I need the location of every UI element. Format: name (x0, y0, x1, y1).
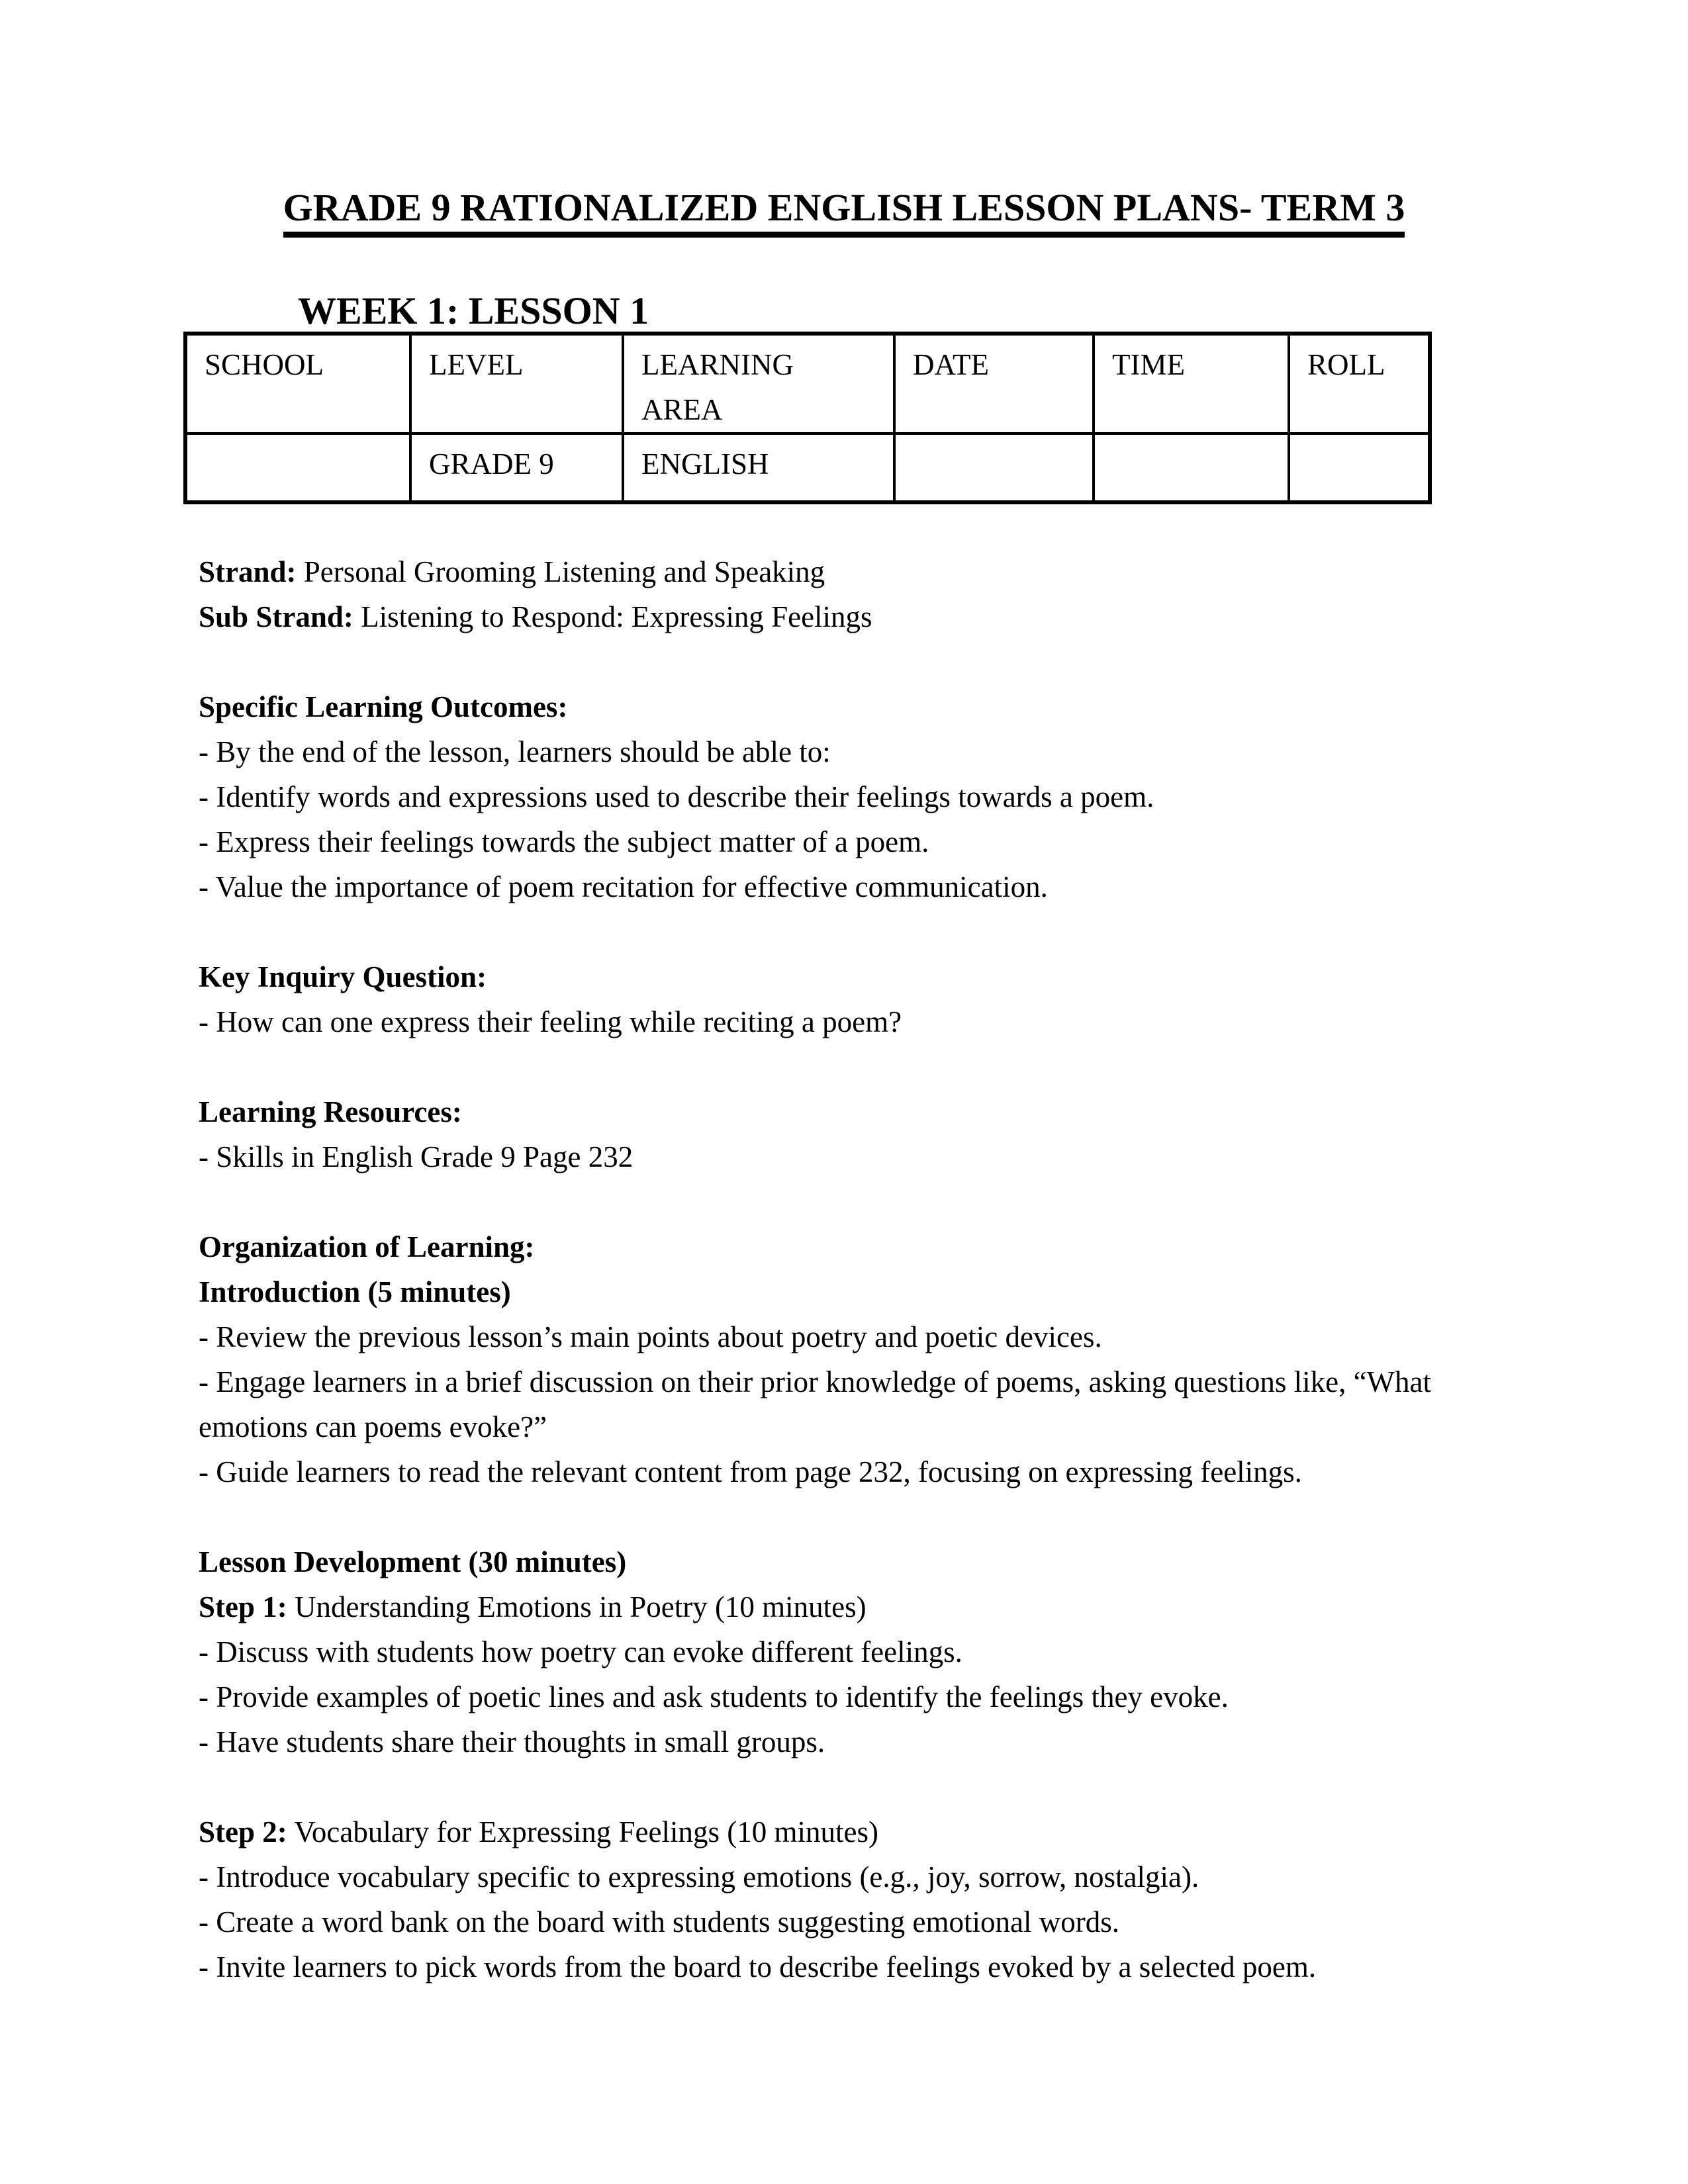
step1-item: - Provide examples of poetic lines and ask students to identify the feelings they evoke. (199, 1680, 1229, 1713)
sub-strand-text: Listening to Respond: Expressing Feelings (361, 600, 872, 633)
introduction-item: - Engage learners in a brief discussion on their prior knowledge of poems, asking questions like, “What emotions can poems evoke?” (199, 1365, 1432, 1443)
introduction-item: - Guide learners to read the relevant content from page 232, focusing on expressing feelings. (199, 1455, 1302, 1488)
sub-strand-label: Sub Strand: (199, 600, 353, 633)
key-inquiry-item: - How can one express their feeling while reciting a poem? (199, 1005, 902, 1038)
table-cell-roll (1289, 433, 1430, 502)
step1-title: Understanding Emotions in Poetry (10 minutes) (295, 1590, 867, 1623)
outcomes-heading: Specific Learning Outcomes: (199, 690, 568, 723)
key-inquiry-heading: Key Inquiry Question: (199, 960, 487, 993)
step2-item: - Invite learners to pick words from the board to describe feelings evoked by a selected poem. (199, 1950, 1317, 1983)
strand-text: Personal Grooming Listening and Speaking (303, 555, 825, 588)
table-cell-date (894, 433, 1094, 502)
table-header-level: LEVEL (410, 334, 623, 433)
resource-item: - Skills in English Grade 9 Page 232 (199, 1140, 633, 1173)
table-header-date: DATE (894, 334, 1094, 433)
step2-item: - Introduce vocabulary specific to expressing emotions (e.g., joy, sorrow, nostalgia). (199, 1860, 1199, 1893)
table-cell-level: GRADE 9 (410, 433, 623, 502)
outcome-item: - By the end of the lesson, learners should be able to: (199, 735, 831, 768)
strand-label: Strand: (199, 555, 297, 588)
sub-strand-line (199, 594, 1489, 639)
document-title: GRADE 9 RATIONALIZED ENGLISH LESSON PLANS- TERM 3 (283, 187, 1405, 238)
introduction-item: - Review the previous lesson’s main points about poetry and poetic devices. (199, 1320, 1102, 1353)
lesson-development-heading: Lesson Development (30 minutes) (199, 1545, 627, 1578)
table-header-row (185, 334, 1430, 433)
title-row (199, 0, 1489, 238)
step2-title: Vocabulary for Expressing Feelings (10 minutes) (294, 1815, 878, 1848)
organization-heading: Organization of Learning: (199, 1230, 535, 1263)
table-header-roll: ROLL (1289, 334, 1430, 433)
introduction-heading: Introduction (5 minutes) (199, 1275, 511, 1308)
table-cell-time (1094, 433, 1289, 502)
step2-label: Step 2: (199, 1815, 287, 1848)
step1-label: Step 1: (199, 1590, 287, 1623)
step2-item: - Create a word bank on the board with students suggesting emotional words. (199, 1905, 1119, 1938)
resources-heading: Learning Resources: (199, 1095, 462, 1128)
table-header-time: TIME (1094, 334, 1289, 433)
outcome-item: - Express their feelings towards the subject matter of a poem. (199, 825, 929, 858)
page-content (199, 0, 1489, 1989)
step1-item: - Have students share their thoughts in small groups. (199, 1725, 825, 1758)
table-cell-learning-area: ENGLISH (623, 433, 894, 502)
step1-line (199, 1584, 1489, 1629)
outcome-item: - Identify words and expressions used to describe their feelings towards a poem. (199, 780, 1154, 813)
outcome-item: - Value the importance of poem recitation for effective communication. (199, 870, 1048, 903)
step1-item: - Discuss with students how poetry can evoke different feelings. (199, 1635, 962, 1668)
table-header-school: SCHOOL (185, 334, 410, 433)
week-lesson-heading: WEEK 1: LESSON 1 (298, 289, 649, 332)
lesson-info-table (183, 332, 1432, 504)
table-values-row (185, 433, 1430, 502)
step2-line (199, 1809, 1489, 1854)
strand-line (199, 549, 1489, 594)
table-header-learning-area: LEARNING AREA (623, 334, 894, 433)
table-cell-school (185, 433, 410, 502)
